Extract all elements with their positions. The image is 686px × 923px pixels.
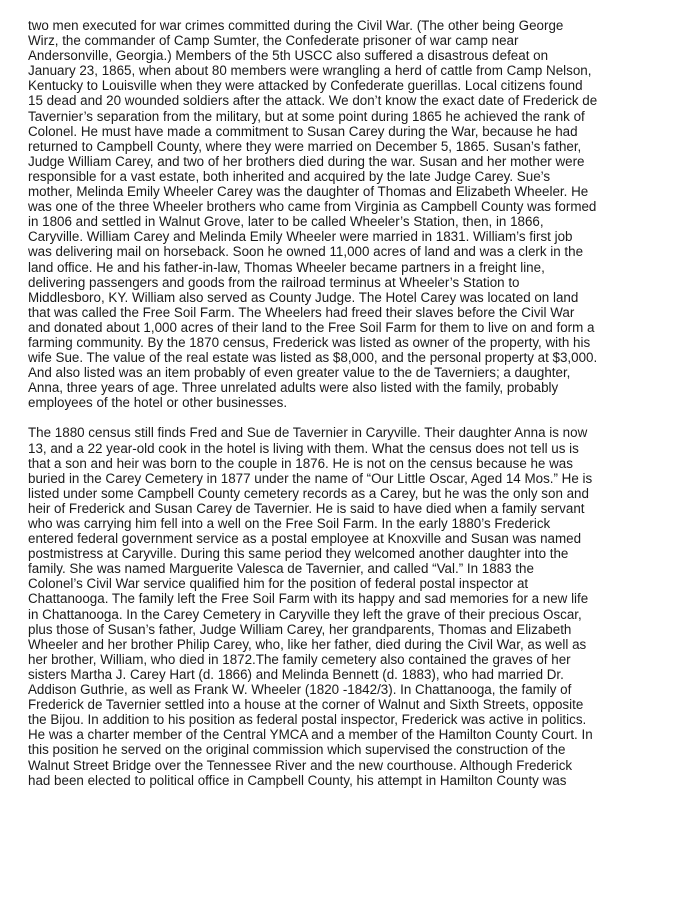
- text-line: in 1806 and settled in Walnut Grove, later to be called Wheeler’s Station, then, in 1866,: [28, 214, 544, 230]
- text-line: land office. He and his father-in-law, Thomas Wheeler became partners in a freight line,: [28, 259, 545, 275]
- document-page: [28, 18, 660, 788]
- text-line: wife Sue. The value of the real estate was listed as $8,000, and the personal property at $3,000.: [28, 350, 598, 366]
- text-line: Colonel’s Civil War service qualified him for the position of federal postal inspector at: [28, 576, 529, 592]
- text-line: delivering passengers and goods from the railroad terminus at Wheeler’s Station to: [28, 274, 520, 290]
- text-line: entered federal government service as a postal employee at Knoxville and Susan was named: [28, 531, 582, 547]
- text-line: 15 dead and 20 wounded soldiers after the attack. We don’t know the exact date of Frederick de: [28, 93, 598, 109]
- text-line: And also listed was an item probably of even greater value to the de Taverniers; a daughter,: [28, 365, 571, 381]
- text-line: that a son and heir was born to the couple in 1876. He is not on the census because he was: [28, 455, 573, 471]
- text-line: Tavernier’s separation from the military, but at some point during 1865 he achieved the rank of: [28, 108, 585, 124]
- text-line: returned to Campbell County, where they were married on December 5, 1865. Susan’s father,: [28, 138, 582, 154]
- text-line: postmistress at Caryville. During this same period they welcomed another daughter into the: [28, 546, 569, 562]
- paragraph-1: [28, 18, 660, 410]
- text-line: Anna, three years of age. Three unrelated adults were also listed with the family, probably: [28, 380, 559, 396]
- text-line: He was a charter member of the Central YMCA and a member of the Hamilton County Court. In: [28, 727, 593, 743]
- text-line: that was called the Free Soil Farm. The Wheelers had freed their slaves before the Civil War: [28, 304, 575, 320]
- text-line: family. She was named Marguerite Valesca de Tavernier, and called “Val.” In 1883 the: [28, 561, 534, 577]
- text-line: this position he served on the original commission which supervised the construction of the: [28, 742, 566, 758]
- text-line: The 1880 census still finds Fred and Sue de Tavernier in Caryville. Their daughter Anna is now: [28, 425, 588, 441]
- text-line: sisters Martha J. Carey Hart (d. 1866) and Melinda Bennett (d. 1883), who had married Dr.: [28, 666, 564, 682]
- text-line: in Chattanooga. In the Carey Cemetery in Caryville they left the grave of their precious Oscar,: [28, 606, 582, 622]
- text-line: Wheeler and her brother Philip Carey, who, like her father, died during the Civil War, as well as: [28, 636, 587, 652]
- text-line: Wirz, the commander of Camp Sumter, the Confederate prisoner of war camp near: [28, 33, 519, 49]
- text-line: mother, Melinda Emily Wheeler Carey was the daughter of Thomas and Elizabeth Wheeler. He: [28, 184, 589, 200]
- text-line: Middlesboro, KY. William also served as County Judge. The Hotel Carey was located on land: [28, 289, 579, 305]
- text-line: had been elected to political office in Campbell County, his attempt in Hamilton County was: [28, 772, 567, 788]
- text-line: the Bijou. In addition to his position as federal postal inspector, Frederick was active in politics.: [28, 712, 587, 728]
- text-line: 13, and a 22 year-old cook in the hotel is living with them. What the census does not tell us is: [28, 440, 579, 456]
- text-line: was one of the three Wheeler brothers who came from Virginia as Campbell County was formed: [28, 199, 597, 215]
- text-line: Frederick de Tavernier settled into a house at the corner of Walnut and Sixth Streets, opposite: [28, 697, 584, 713]
- text-line: who was carrying him fell into a well on the Free Soil Farm. In the early 1880’s Frederick: [28, 516, 551, 531]
- text-line: employees of the hotel or other businesses.: [28, 395, 288, 411]
- text-line: Caryville. William Carey and Melinda Emily Wheeler were married in 1831. William’s first job: [28, 229, 573, 245]
- paragraph-2: [28, 425, 660, 787]
- text-line: two men executed for war crimes committed during the Civil War. (The other being George: [28, 18, 564, 33]
- text-line: plus those of Susan’s father, Judge William Carey, her grandparents, Thomas and Elizabeth: [28, 621, 572, 637]
- text-line: January 23, 1865, when about 80 members were wrangling a herd of cattle from Camp Nelson,: [28, 63, 592, 79]
- text-line: her brother, William, who died in 1872.The family cemetery also contained the graves of her: [28, 651, 571, 667]
- text-line: and donated about 1,000 acres of their land to the Free Soil Farm for them to live on and form a: [28, 319, 595, 335]
- text-line: Kentucky to Louisville when they were attacked by Confederate guerillas. Local citizens found: [28, 78, 583, 94]
- text-line: listed under some Campbell County cemetery records as a Carey, but he was the only son and: [28, 485, 589, 501]
- text-line: Andersonville, Georgia.) Members of the 5th USCC also suffered a disastrous defeat on: [28, 48, 549, 64]
- text-line: farming community. By the 1870 census, Frederick was listed as owner of the property, with his: [28, 334, 591, 350]
- text-line: Colonel. He must have made a commitment to Susan Carey during the War, because he had: [28, 123, 578, 139]
- text-line: buried in the Carey Cemetery in 1877 under the name of “Our Little Oscar, Aged 14 Mos.” He is: [28, 470, 593, 486]
- text-line: heir of Frederick and Susan Carey de Tavernier. He is said to have died when a family servant: [28, 500, 585, 516]
- text-line: Chattanooga. The family left the Free Soil Farm with its happy and sad memories for a new life: [28, 591, 589, 607]
- text-line: Judge William Carey, and two of her brothers died during the war. Susan and her mother were: [28, 153, 585, 169]
- text-line: Addison Guthrie, as well as Frank W. Wheeler (1820 -1842/3). In Chattanooga, the family of: [28, 682, 572, 698]
- text-line: Walnut Street Bridge over the Tennessee River and the new courthouse. Although Frederick: [28, 757, 573, 773]
- text-line: responsible for a vast estate, both inherited and acquired by the late Judge Carey. Sue’s: [28, 168, 551, 184]
- text-line: was delivering mail on horseback. Soon he owned 11,000 acres of land and was a clerk in the: [28, 244, 584, 260]
